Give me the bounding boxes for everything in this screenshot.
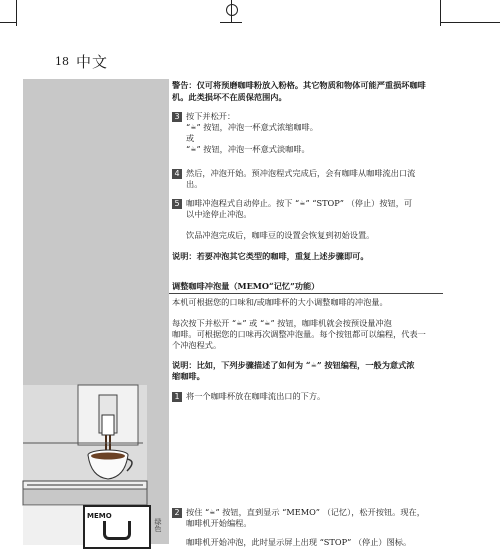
memo-step1-text: 将一个咖啡杯放在咖啡流出口的下方。 bbox=[186, 391, 326, 401]
section-divider bbox=[169, 293, 443, 294]
step3-or: 或 bbox=[186, 133, 195, 143]
section-para-line3: 个冲泡程式。 bbox=[172, 340, 222, 350]
espresso-cup-icon: ☕ bbox=[209, 508, 216, 516]
section-para-line1: 每次按下并松开 “☕” 或 “☕” 按钮，咖啡机就会按预设量冲泡 bbox=[172, 318, 392, 328]
coffee-pouring-illustration bbox=[23, 385, 147, 505]
step4-text: 然后，冲泡开始。预冲泡程式完成后，会有咖啡从咖啡流出口流 bbox=[186, 168, 416, 178]
coffee-mug-icon: ☕ bbox=[264, 319, 271, 327]
memo-label: MEMO bbox=[87, 512, 112, 520]
espresso-cup-icon: ☕ bbox=[190, 123, 197, 131]
step-number: 2 bbox=[172, 508, 182, 518]
pointer-arrow bbox=[147, 392, 155, 408]
step-number: 4 bbox=[172, 169, 182, 179]
example-note: 说明：比如，下列步骤描述了如何为 “☕” 按钮编程，一般为意式浓 bbox=[172, 360, 415, 370]
step5-text2: 以中途停止冲泡。 bbox=[186, 209, 252, 219]
example-note-line2: 缩咖啡。 bbox=[172, 371, 205, 381]
page-language: 中文 bbox=[76, 53, 109, 71]
page-number: 18 bbox=[55, 55, 69, 68]
step3-line1: 按下并松开： bbox=[186, 111, 236, 121]
coffee-mug-icon: ☕ bbox=[190, 145, 197, 153]
side-label: 绿色 bbox=[154, 518, 162, 532]
step4-text2: 出。 bbox=[186, 179, 203, 189]
section-intro: 本机可根据您的口味和/或咖啡杯的大小调整咖啡的冲泡量。 bbox=[172, 297, 388, 307]
espresso-cup-icon: ☕ bbox=[236, 319, 243, 327]
registration-mark bbox=[226, 4, 238, 16]
note-after-brew: 饮品冲泡完成后，咖啡豆的设置会恢复到初始设置。 bbox=[186, 230, 375, 240]
step-number: 3 bbox=[172, 112, 182, 122]
warning-text: 警告：仅可将预磨咖啡粉放入粉格。其它物质和物体可能严重损坏咖啡机。此类损坏不在质保范围内。 bbox=[172, 80, 426, 102]
espresso-cup-icon: ☕ bbox=[310, 361, 317, 369]
section-heading: 调整咖啡冲泡量（MEMO“记忆”功能） bbox=[172, 281, 320, 291]
stop-icon: ☕ bbox=[299, 199, 306, 207]
memo-step2-text: 按住 “☕” 按钮，直到显示 “MEMO” （记忆），松开按钮。现在， bbox=[186, 507, 425, 517]
crop-mark bbox=[0, 22, 16, 23]
step-number: 1 bbox=[172, 392, 182, 402]
memo-step2-text2: 咖啡机开始编程。 bbox=[186, 518, 252, 528]
step5-text: 咖啡冲泡程式自动停止。按下 “☕” “STOP” （停止）按钮，可 bbox=[186, 198, 413, 208]
memo-step2-text3: 咖啡机开始冲泡，此时显示屏上出现 “STOP” （停止）图标。 bbox=[186, 537, 412, 547]
cup-display-icon bbox=[103, 521, 131, 540]
crop-mark bbox=[231, 0, 232, 22]
crop-mark bbox=[16, 0, 17, 26]
coffee-machine-icon bbox=[23, 385, 147, 505]
memo-display-illustration bbox=[23, 505, 162, 545]
crop-mark bbox=[220, 22, 242, 23]
step3-line2: “☕” 按钮，冲泡一杯意式浓缩咖啡。 bbox=[186, 122, 318, 132]
step-number: 5 bbox=[172, 199, 182, 209]
crop-mark bbox=[440, 22, 500, 23]
section-para-line2: 咖啡。可根据您的口味再次调整冲泡量。每个按钮都可以编程，代表一 bbox=[172, 329, 426, 339]
step3-line3: “☕” 按钮，冲泡一杯意式淡咖啡。 bbox=[186, 144, 310, 154]
note-repeat: 说明：若要冲泡其它类型的咖啡，重复上述步骤即可。 bbox=[172, 251, 369, 261]
